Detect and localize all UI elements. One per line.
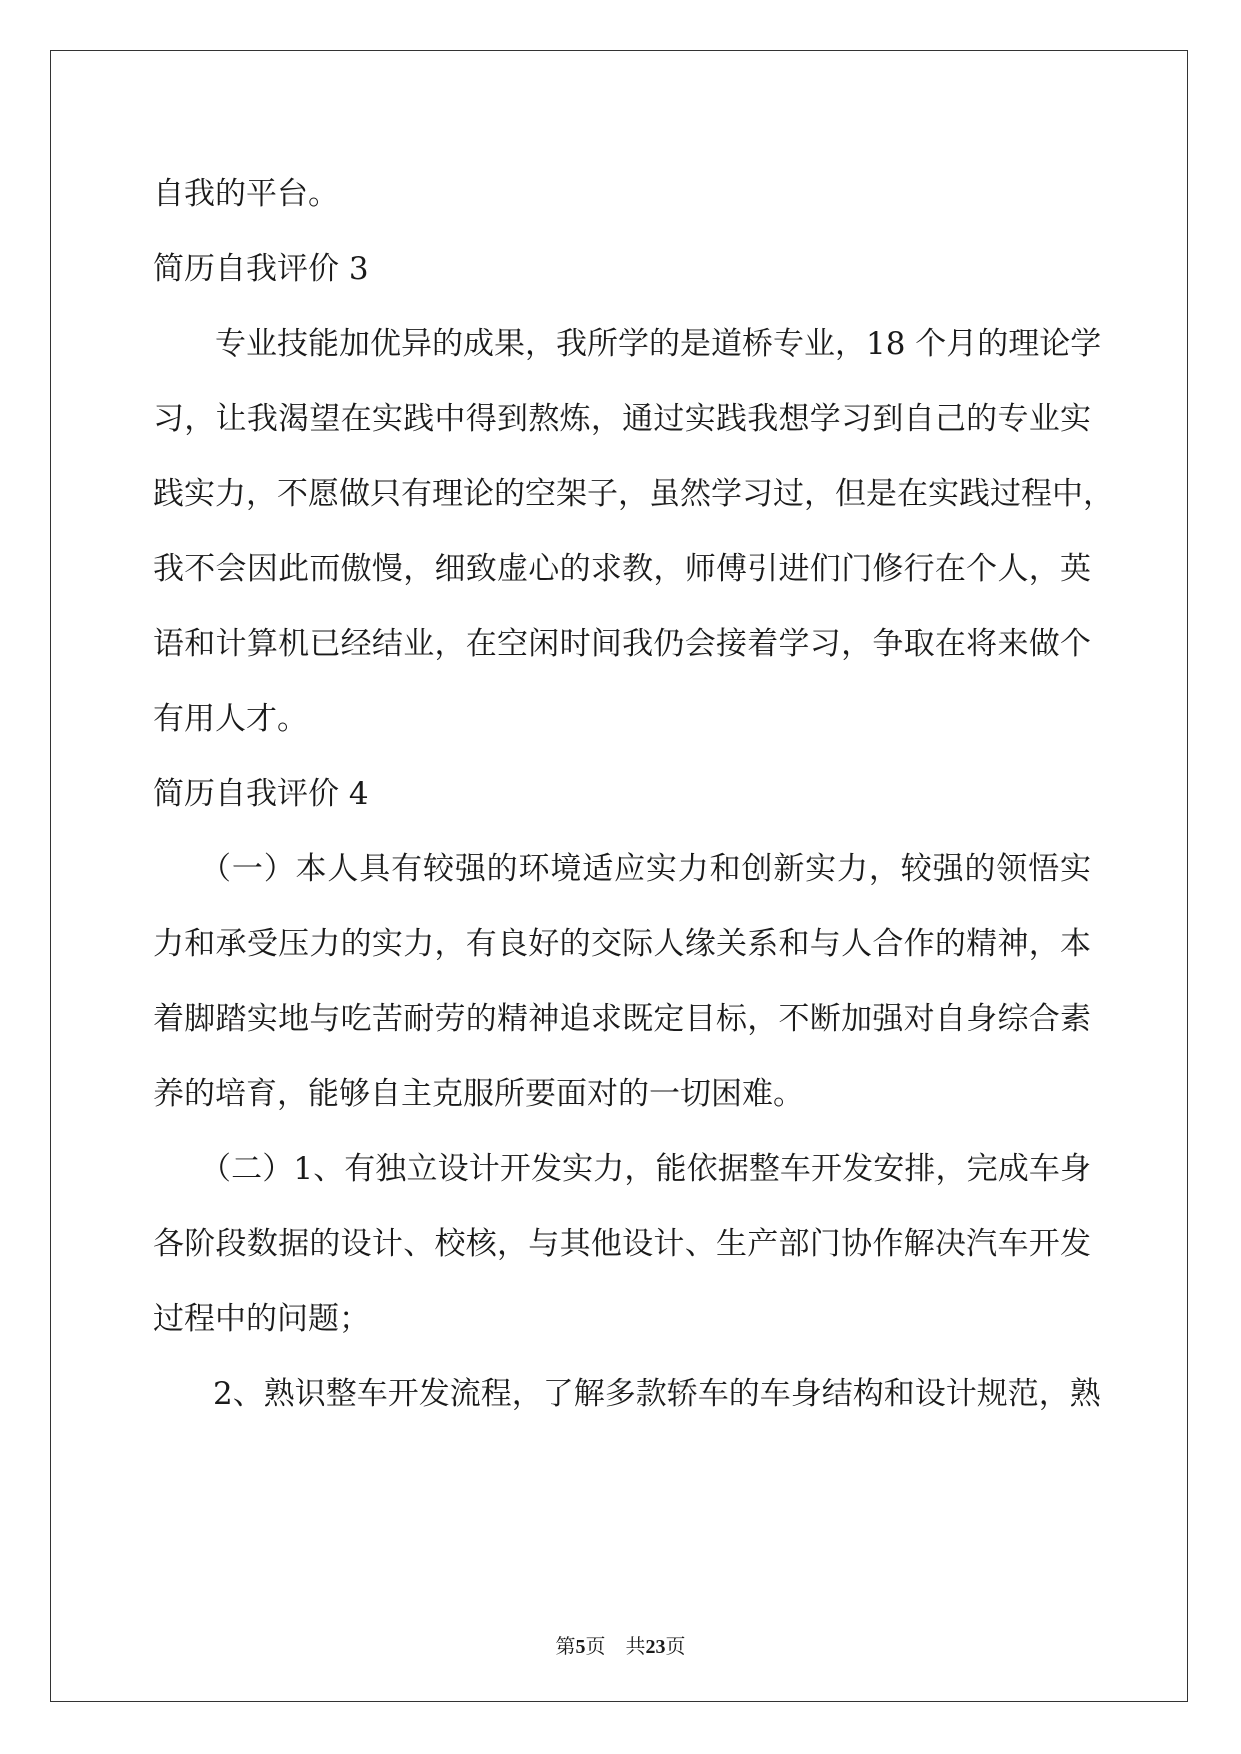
section-heading: 简历自我评价 3: [153, 251, 369, 287]
text-line: 习，让我渴望在实践中得到熬炼，通过实践我想学习到自己的专业实: [153, 401, 1091, 437]
text-line: 自我的平台。: [153, 176, 339, 212]
text-line: 过程中的问题；: [153, 1301, 370, 1337]
text-line: 我不会因此而傲慢，细致虚心的求教，师傅引进们门修行在个人，英: [153, 551, 1091, 587]
total-prefix: 共: [625, 1636, 646, 1658]
page-number: 5: [575, 1636, 586, 1658]
page-suffix: 页: [585, 1636, 606, 1658]
text-line: 着脚踏实地与吃苦耐劳的精神追求既定目标，不断加强对自身综合素: [153, 1001, 1091, 1037]
text-line: 2、熟识整车开发流程，了解多款轿车的车身结构和设计规范，熟: [213, 1376, 1101, 1412]
text-line: （一）本人具有较强的环境适应实力和创新实力，较强的领悟实: [200, 851, 1091, 887]
text-line: （二）1、有独立设计开发实力，能依据整车开发安排，完成车身: [200, 1151, 1091, 1187]
text-line: 养的培育，能够自主克服所要面对的一切困难。: [153, 1076, 804, 1112]
section-heading: 简历自我评价 4: [153, 776, 369, 812]
page-prefix: 第: [555, 1636, 576, 1658]
page-footer: [0, 1630, 1241, 1659]
text-line: 语和计算机已经结业，在空闲时间我仍会接着学习，争取在将来做个: [153, 626, 1091, 662]
text-line: 践实力，不愿做只有理论的空架子，虽然学习过，但是在实践过程中，: [153, 476, 1114, 512]
text-line: 专业技能加优异的成果，我所学的是道桥专业，18 个月的理论学: [215, 326, 1102, 362]
total-pages: 23: [645, 1636, 666, 1658]
text-line: 力和承受压力的实力，有良好的交际人缘关系和与人合作的精神，本: [153, 926, 1091, 962]
text-line: 各阶段数据的设计、校核，与其他设计、生产部门协作解决汽车开发: [153, 1226, 1091, 1262]
total-suffix: 页: [665, 1636, 686, 1658]
text-line: 有用人才。: [153, 701, 308, 737]
